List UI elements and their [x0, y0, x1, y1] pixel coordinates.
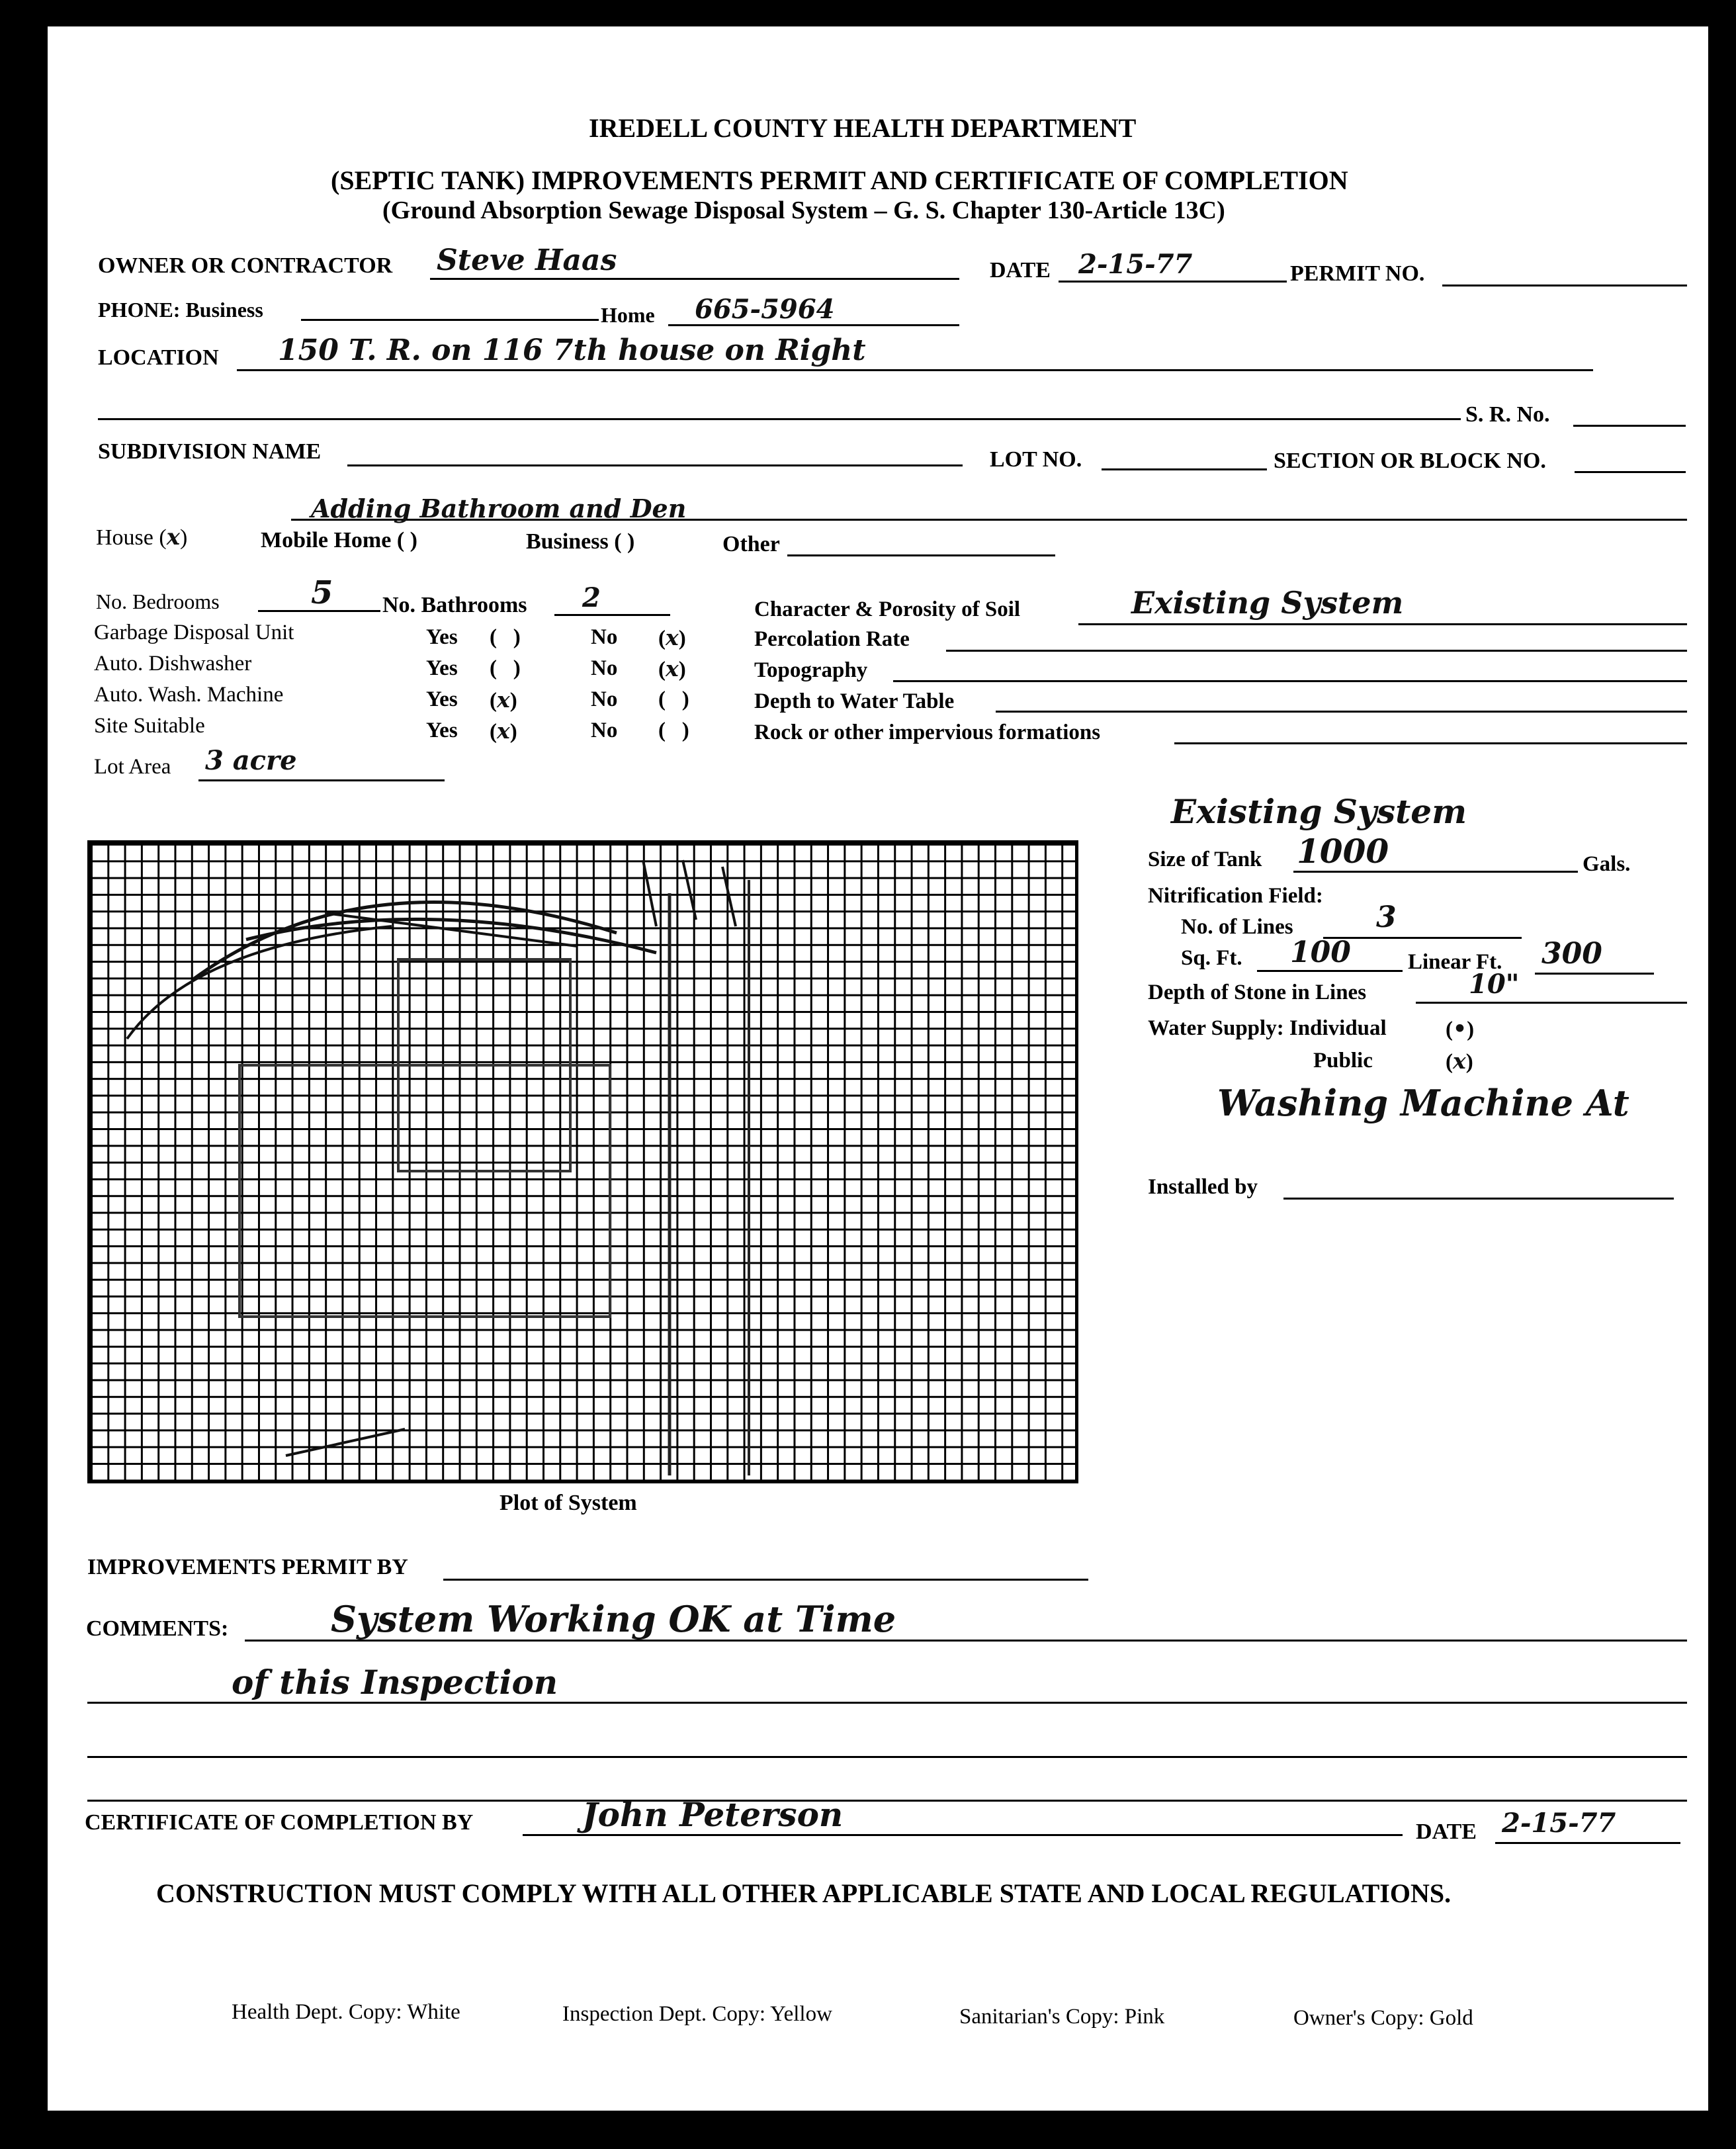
- other-value: Adding Bathroom and Den: [311, 494, 687, 523]
- wash-machine-label: Auto. Wash. Machine: [94, 683, 284, 707]
- no-checkbox[interactable]: ( ): [658, 687, 689, 711]
- form-title: (SEPTIC TANK) IMPROVEMENTS PERMIT AND CERTIFICATE OF COMPLETION: [331, 165, 1348, 195]
- linear-ft-value: 300: [1541, 937, 1602, 971]
- comment-line2: of this Inspection: [232, 1663, 558, 1702]
- no-label: No: [591, 625, 618, 649]
- yes-checkbox[interactable]: ( ): [490, 656, 521, 680]
- site-suitable-label: Site Suitable: [94, 714, 205, 738]
- no-checkbox[interactable]: ( ): [658, 719, 689, 742]
- bathrooms-label: No. Bathrooms: [382, 593, 527, 617]
- subdivision-label: SUBDIVISION NAME: [98, 439, 322, 464]
- phone-business-label: PHONE: Business: [98, 298, 263, 322]
- plot-label: Plot of System: [499, 1491, 637, 1515]
- permit-no-label: PERMIT NO.: [1290, 261, 1425, 286]
- topography-label: Topography: [754, 658, 868, 682]
- other-label: Other: [722, 532, 780, 556]
- mobile-home-label: Mobile Home ( ): [261, 528, 417, 552]
- no-of-lines-label: No. of Lines: [1181, 915, 1293, 939]
- yes-checkbox[interactable]: (x): [490, 718, 517, 744]
- lot-area-value: 3 acre: [205, 745, 297, 776]
- bedrooms-value: 5: [311, 574, 333, 611]
- size-of-tank-value: 1000: [1297, 832, 1389, 871]
- regulation-notice: CONSTRUCTION MUST COMPLY WITH ALL OTHER APPLICABLE STATE AND LOCAL REGULATIONS.: [156, 1878, 1452, 1908]
- department-name: IREDELL COUNTY HEALTH DEPARTMENT: [589, 113, 1137, 143]
- house-label: House (x): [96, 524, 188, 550]
- sr-no-label: S. R. No.: [1465, 402, 1550, 427]
- owner-value: Steve Haas: [437, 243, 617, 277]
- yes-checkbox[interactable]: (x): [490, 687, 517, 713]
- nitrification-label: Nitrification Field:: [1148, 884, 1323, 908]
- yes-label: Yes: [426, 687, 458, 711]
- gals-label: Gals.: [1583, 852, 1631, 876]
- existing-system-note: Existing System: [1171, 792, 1467, 831]
- yes-label: Yes: [426, 625, 458, 649]
- owner-label: OWNER OR CONTRACTOR: [98, 253, 393, 278]
- water-supply-label: Water Supply: Individual: [1148, 1016, 1387, 1040]
- house-check: x: [166, 524, 180, 550]
- yes-label: Yes: [426, 719, 458, 742]
- comments-label: COMMENTS:: [86, 1616, 229, 1641]
- no-of-lines-value: 3: [1376, 900, 1397, 934]
- linear-ft-label: Linear Ft.: [1408, 950, 1502, 974]
- public-label: Public: [1313, 1049, 1373, 1073]
- signature-value: John Peterson: [582, 1795, 844, 1834]
- copy-owner: Owner's Copy: Gold: [1293, 2006, 1473, 2030]
- public-checkbox[interactable]: (x): [1446, 1048, 1473, 1074]
- size-of-tank-label: Size of Tank: [1148, 848, 1262, 871]
- rock-label: Rock or other impervious formations: [754, 721, 1101, 744]
- lot-no-label: LOT NO.: [990, 447, 1082, 472]
- home-phone-value: 665-5964: [695, 294, 835, 325]
- lot-area-label: Lot Area: [94, 755, 171, 779]
- garbage-label: Garbage Disposal Unit: [94, 621, 294, 644]
- form-subtitle: (Ground Absorption Sewage Disposal System – G. S. Chapter 130-Article 13C): [382, 197, 1225, 224]
- depth-stone-label: Depth of Stone in Lines: [1148, 981, 1367, 1004]
- yes-label: Yes: [426, 656, 458, 680]
- depth-stone-value: 10": [1469, 969, 1520, 1000]
- date2-value: 2-15-77: [1502, 1808, 1616, 1839]
- copy-sanitarian: Sanitarian's Copy: Pink: [959, 2005, 1165, 2029]
- no-label: No: [591, 656, 618, 680]
- no-label: No: [591, 719, 618, 742]
- date-value: 2-15-77: [1078, 249, 1193, 280]
- individual-checkbox[interactable]: (•): [1446, 1016, 1475, 1041]
- location-label: LOCATION: [98, 345, 219, 370]
- no-checkbox[interactable]: (x): [658, 625, 686, 650]
- bathrooms-value: 2: [582, 582, 601, 613]
- bedrooms-label: No. Bedrooms: [96, 590, 220, 613]
- copy-inspection: Inspection Dept. Copy: Yellow: [562, 2002, 832, 2026]
- yes-checkbox[interactable]: ( ): [490, 625, 521, 649]
- washing-machine-note: Washing Machine At: [1217, 1082, 1629, 1124]
- sq-ft-label: Sq. Ft.: [1181, 946, 1242, 970]
- date2-label: DATE: [1416, 1820, 1477, 1844]
- percolation-label: Percolation Rate: [754, 627, 910, 651]
- phone-home-label: Home: [601, 303, 655, 327]
- no-label: No: [591, 687, 618, 711]
- water-table-label: Depth to Water Table: [754, 689, 955, 713]
- installed-by-label: Installed by: [1148, 1175, 1258, 1199]
- dishwasher-label: Auto. Dishwasher: [94, 652, 252, 676]
- plot-sketch: [87, 840, 1078, 1483]
- improvements-by-label: IMPROVEMENTS PERMIT BY: [87, 1555, 408, 1579]
- no-checkbox[interactable]: (x): [658, 656, 686, 681]
- sq-ft-value: 100: [1290, 936, 1351, 969]
- soil-label: Character & Porosity of Soil: [754, 597, 1021, 621]
- copy-health: Health Dept. Copy: White: [232, 2000, 460, 2024]
- business-label: Business ( ): [526, 529, 635, 554]
- comment-line1: System Working OK at Time: [331, 1598, 896, 1640]
- certificate-by-label: CERTIFICATE OF COMPLETION BY: [85, 1810, 474, 1835]
- soil-value: Existing System: [1131, 585, 1404, 621]
- section-block-label: SECTION OR BLOCK NO.: [1274, 449, 1546, 473]
- location-value: 150 T. R. on 116 7th house on Right: [278, 333, 866, 367]
- date-label: DATE: [990, 258, 1051, 283]
